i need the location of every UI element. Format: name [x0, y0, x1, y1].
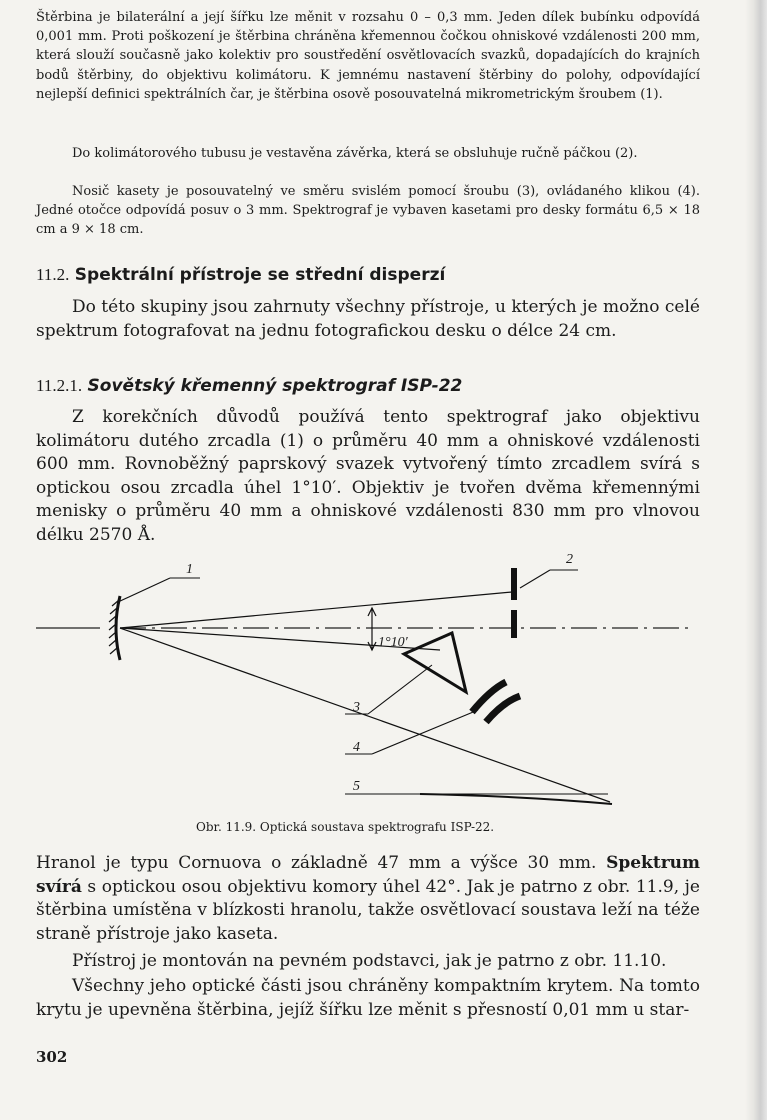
slit-upper-jaw: [511, 568, 517, 600]
subsection-number: 11.2.1.: [36, 376, 83, 395]
concave-mirror: [116, 596, 120, 660]
subsection-heading: [36, 376, 462, 396]
after-paragraph-2: Přístroj je montován na pevném podstavci, jak je patrno z obr. 11.10.: [72, 951, 667, 971]
intro-paragraph-2: Do kolimátorového tubusu je vestavěna závěrka, která se obsluhuje ručně páčkou (2).: [72, 146, 638, 161]
after-paragraph-3: Všechny jeho optické části jsou chráněny kompaktním krytem. Na tomto krytu je upevněna štěrbina, jejíž šířku lze měnit s přesností 0,01 mm u star-: [36, 976, 700, 1020]
page-number: 302: [36, 1048, 68, 1066]
prism: [404, 633, 466, 692]
section-heading: [36, 265, 445, 285]
figure-angle-label: 1°10′: [378, 635, 408, 650]
figure-label-2: 2: [566, 552, 573, 567]
figure-label-1: 1: [186, 562, 193, 577]
intro-paragraph-3: Nosič kasety je posouvatelný ve směru svislém pomocí šroubu (3), ovládaného klikou (4). Jedné otočce odpovídá posuv o 3 mm. Spektrograf je vybaven kasetami pro desky formátu 6,5 × 18 cm a 9 × 18 cm.: [36, 184, 700, 238]
subsection-title: Sovětský křemenný spektrograf ISP-22: [87, 376, 463, 396]
cassette-plate: [420, 794, 612, 804]
after-paragraph-1-bold: Spektrum svírá: [36, 853, 700, 897]
after-paragraph-1: [36, 852, 700, 946]
figure-label-5: 5: [353, 779, 360, 794]
figure-caption: Obr. 11.9. Optická soustava spektrografu ISP-22.: [196, 820, 495, 834]
section-text: Do této skupiny jsou zahrnuty všechny přístroje, u kterých je možno celé spektrum fotografovat na jednu fotografickou desku o délce 24 cm.: [36, 297, 700, 341]
figure-label-4: 4: [353, 740, 360, 755]
ray-to-slit: [120, 592, 512, 628]
intro-paragraph-1: Štěrbina je bilaterální a její šířku lze měnit v rozsahu 0 – 0,3 mm. Jeden dílek bubínku odpovídá 0,001 mm. Proti poškození je štěrbina chráněna křemennou čočkou ohniskové vzdálenosti 200 mm, která slouží současně jako kolektiv pro soustředění osvětlovacích svazků, dopadajících do krajních bodů štěrbiny, do objektivu kolimátoru. K jemnému nastavení štěrbiny do polohy, odpovídající nejlepší definici spektrálních čar, je štěrbina osově posouvatelná mikrometrickým šroubem (1).: [36, 10, 700, 102]
ray-to-cassette: [120, 628, 610, 802]
figure-label-3: 3: [353, 700, 360, 715]
subsection-text: Z korekčních důvodů používá tento spektrograf jako objektivu kolimátoru dutého zrcadla (1) o průměru 40 mm a ohniskové vzdálenosti 600 mm. Rovnoběžný paprskový svazek vytvořený tímto zrcadlem svírá s optickou osou zrcadla úhel 1°10′. Objektiv je tvořen dvěma křemennými menisky o průměru 40 mm a ohniskové vzdálenosti 830 mm pro vlnovou délku 2570 Å.: [36, 407, 700, 545]
camera-lens: [472, 682, 520, 722]
slit-lower-jaw: [511, 610, 517, 638]
after-paragraph-1-text: Hranol je typu Cornuova o základně 47 mm a výšce 30 mm.: [36, 853, 607, 873]
section-title: Spektrální přístroje se střední disperzí: [74, 265, 446, 285]
optical-system-diagram: [0, 550, 767, 815]
section-number: 11.2.: [36, 265, 70, 284]
after-paragraph-1-rest: s optickou osou objektivu komory úhel 42°. Jak je patrno z obr. 11.9, je štěrbina umístěna v blízkosti hranolu, takže osvětlovací soustava leží na téže straně přístroje jako kaseta.: [36, 876, 700, 944]
